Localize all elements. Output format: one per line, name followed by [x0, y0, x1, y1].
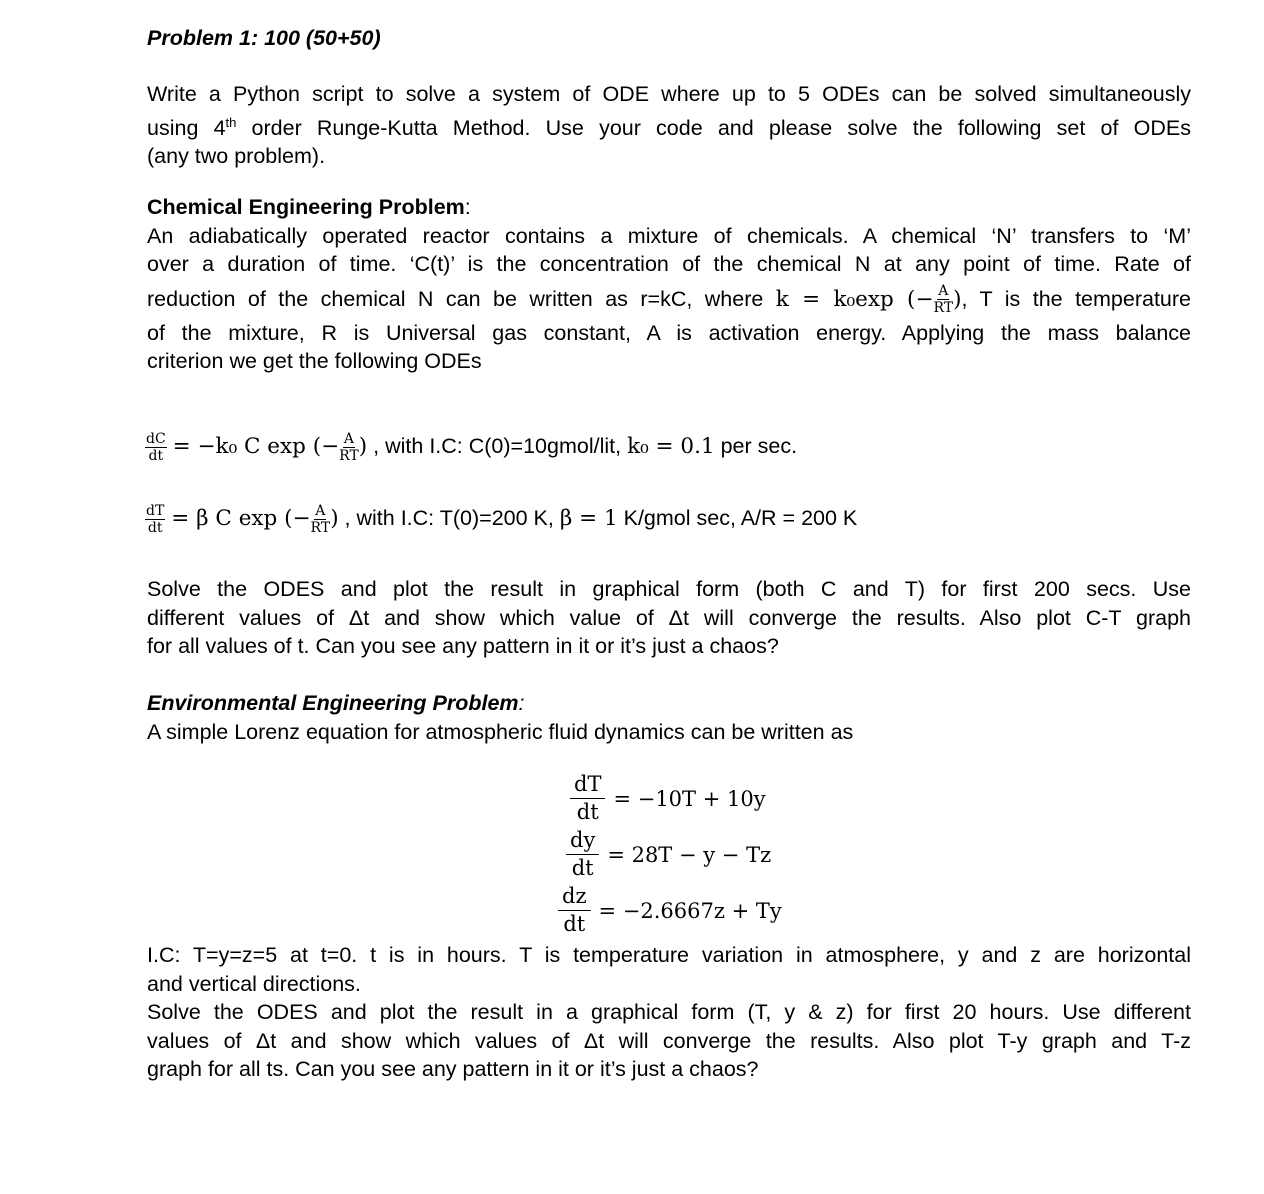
fraction-numerator: dT: [146, 503, 165, 519]
intro-text: using 4: [147, 115, 226, 140]
intro-paragraph: [147, 80, 1191, 171]
intro-line-2: [147, 109, 1191, 143]
env-line-1: A simple Lorenz equation for atmospheric fluid dynamics can be written as: [147, 719, 854, 744]
chem-text: , T is the temperature: [961, 286, 1191, 311]
fraction-denominator: dt: [571, 856, 594, 880]
ode-equation-1: [145, 432, 797, 463]
fraction-denominator: dt: [563, 912, 586, 936]
lorenz-equation-1: [570, 774, 766, 823]
lorenz-equation-3: [558, 886, 782, 935]
env-ic-line-2: and vertical directions.: [147, 971, 361, 996]
parameter-value: k₀ = 0.1: [627, 434, 715, 460]
fraction: [339, 432, 359, 463]
chem-line-2: over a duration of time. ‘C(t)’ is the concentration of the chemical N at any point of time. Rate of: [147, 252, 1191, 276]
env-conditions: [147, 941, 1191, 1084]
fraction-denominator: RT: [933, 300, 954, 317]
colon: :: [464, 195, 471, 219]
env-instr-line-2: values of Δt and show which values of Δt will converge the results. Also plot T-y graph and T-z: [147, 1028, 1191, 1053]
chem-instructions: [147, 575, 1191, 661]
chem-line-3: [147, 279, 1191, 319]
initial-condition-text: , with I.C: T(0)=200 K,: [338, 506, 560, 531]
derivative-fraction: [570, 774, 605, 823]
problem-title: Problem 1: 100 (50+50): [147, 26, 381, 50]
fraction: [311, 504, 331, 535]
env-heading: [147, 689, 1191, 718]
fraction-numerator: dT: [570, 774, 605, 799]
env-instr-line-1: Solve the ODES and plot the result in a graphical form (T, y & z) for first 20 hours. Use different: [147, 1000, 1191, 1024]
parameter-value: β = 1: [559, 506, 618, 532]
units-text: K/gmol sec, A/R = 200 K: [617, 506, 858, 531]
fraction-numerator: A: [938, 283, 949, 300]
colon: :: [518, 691, 525, 715]
paren: ): [953, 286, 962, 312]
derivative-fraction: [558, 886, 591, 935]
rate-constant-formula: k = k₀exp (−: [775, 286, 934, 312]
chem-section: [147, 193, 1191, 376]
chem-heading-text: Chemical Engineering Problem: [147, 195, 465, 219]
chem-instr-line-2: different values of Δt and show which value of Δt will converge the results. Also plot C-T graph: [147, 605, 1191, 630]
fraction-numerator: A: [343, 431, 355, 447]
equation-rhs: = −10T + 10y: [613, 786, 766, 811]
intro-line-1: Write a Python script to solve a system of ODE where up to 5 ODEs can be solved simultaneously: [147, 82, 1191, 106]
intro-text: order Runge-Kutta Method. Use your code and please solve the following set of ODEs: [236, 115, 1191, 140]
derivative-fraction: [145, 432, 167, 463]
chem-heading: [147, 193, 1191, 222]
env-ic-line-1: I.C: T=y=z=5 at t=0. t is in hours. T is temperature variation in atmosphere, y and z are horizontal: [147, 943, 1191, 967]
env-heading-text: Environmental Engineering Problem: [147, 691, 519, 715]
fraction-denominator: RT: [339, 448, 359, 464]
equation-rhs: = β C exp (−: [171, 506, 311, 532]
env-section: [147, 689, 1191, 746]
fraction-numerator: A: [315, 503, 326, 519]
paren: ): [330, 506, 339, 532]
equation-rhs: = 28T − y − Tz: [607, 842, 772, 867]
chem-line-1: An adiabatically operated reactor contains a mixture of chemicals. A chemical ‘N’ transfers to ‘M’: [147, 223, 1191, 248]
chem-instr-line-3: for all values of t. Can you see any pattern in it or it’s just a chaos?: [147, 634, 779, 658]
chem-instr-line-1: Solve the ODES and plot the result in graphical form (both C and T) for first 200 secs. Use: [147, 577, 1191, 601]
fraction-denominator: dt: [147, 520, 163, 536]
equation-rhs: = −k₀ C exp (−: [172, 434, 340, 460]
chem-text: reduction of the chemical N can be written as r=kC, where: [147, 286, 776, 311]
fraction-denominator: dt: [576, 800, 599, 824]
lorenz-equation-2: [566, 830, 771, 879]
chem-line-5: criterion we get the following ODEs: [147, 349, 482, 373]
derivative-fraction: [566, 830, 599, 879]
units-text: per sec.: [714, 434, 798, 459]
paren: ): [358, 434, 368, 460]
ode-equation-2: [145, 504, 857, 535]
fraction: [933, 284, 953, 315]
fraction-denominator: RT: [310, 520, 331, 536]
fraction-numerator: dy: [566, 830, 599, 855]
fraction-numerator: dC: [146, 431, 166, 447]
superscript: th: [225, 114, 237, 130]
env-instr-line-3: graph for all ts. Can you see any pattern in it or it’s just a chaos?: [147, 1057, 759, 1081]
fraction-numerator: dz: [558, 886, 591, 911]
chem-line-4: of the mixture, R is Universal gas constant, A is activation energy. Applying the mass balance: [147, 320, 1191, 345]
initial-condition-text: , with I.C: C(0)=10gmol/lit,: [367, 434, 628, 459]
equation-rhs: = −2.6667z + Ty: [598, 898, 782, 923]
intro-line-3: (any two problem).: [147, 144, 326, 169]
derivative-fraction: [145, 504, 165, 535]
fraction-denominator: dt: [148, 448, 164, 464]
